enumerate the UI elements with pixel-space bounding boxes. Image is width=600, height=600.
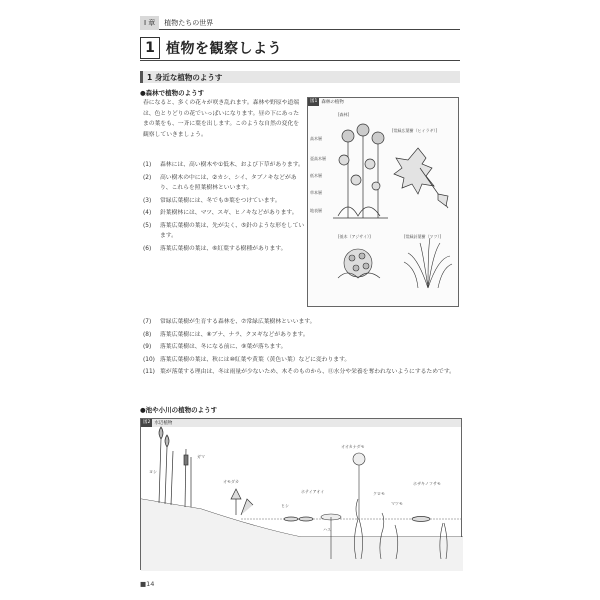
question-item — [143, 342, 463, 353]
question-item — [143, 221, 305, 242]
question-text: 落葉広葉樹の葉は、⑥紅葉する樹種があります。 — [160, 245, 287, 252]
plant-label-water-hyacinth: ホテイアオイ — [301, 489, 325, 494]
plant-label-lotus: ハス — [323, 527, 331, 532]
question-number: (8) — [143, 331, 152, 338]
label-herb: 草本層 — [310, 190, 322, 195]
question-item — [143, 173, 305, 194]
plant-label-cattail: ガマ — [197, 454, 205, 459]
subsection-pond-heading — [140, 405, 217, 414]
figure-tag: 図1 — [310, 99, 318, 104]
question-text: 落葉広葉樹は、冬になる前に、⑨葉が落ちます。 — [160, 344, 287, 350]
question-text: 針葉樹林には、マツ、スギ、ヒノキなどがあります。 — [160, 210, 298, 216]
question-number: (5) — [143, 222, 152, 229]
label-forest: [森林] — [338, 112, 350, 117]
question-list-a — [143, 160, 305, 256]
question-item — [143, 160, 305, 171]
question-text: 落葉広葉樹には、⑧ブナ、ナラ、クヌギなどがあります。 — [160, 331, 309, 338]
label-shrub: 低木層 — [310, 173, 322, 178]
question-text: 落葉広葉樹の葉は、秋には⑩紅葉や黄葉（黄色い葉）などに変わります。 — [160, 356, 351, 363]
running-header — [140, 16, 460, 30]
figure-water-plants — [140, 418, 462, 570]
question-text: 高い樹木の中には、②カシ、シイ、タブノキなどがあり、これらを照葉樹林といいます。 — [160, 174, 297, 191]
question-number: (1) — [143, 162, 152, 168]
reed-illustration — [159, 427, 191, 507]
figure2-tag: 図2 — [143, 420, 151, 425]
chapter-heading — [140, 35, 460, 61]
label-tall: 高木層 — [310, 136, 322, 141]
plant-label-hornwort: マツモ — [391, 501, 403, 506]
question-text: 森林には、高い樹木や①低木、および下草があります。 — [160, 162, 304, 168]
question-item — [143, 317, 463, 328]
grass-illustration — [404, 238, 452, 288]
subsection-forest-heading — [140, 88, 204, 97]
arrowhead-illustration — [231, 489, 253, 515]
question-number: (11) — [143, 369, 155, 375]
water-body — [141, 499, 463, 571]
intro-paragraph: 春になると、多くの花々が咲き乱れます。森林や野原や道端は、色とりどりの花でいっぱいになります。昼の下にあったまの葉をも、一斉に葉を出します。このような自然の変化を観察していきましょう。 — [143, 100, 300, 138]
chapter-title: 植物を観察しよう — [166, 40, 282, 57]
question-number: (4) — [143, 210, 152, 216]
question-text: 常緑広葉樹には、冬でも③葉をつけています。 — [160, 197, 281, 204]
hydrangea-illustration — [338, 249, 380, 278]
label-ground: 地表層 — [310, 208, 322, 213]
question-item — [143, 208, 305, 219]
page-number: ■14 — [140, 580, 155, 588]
forest-plants-drawing — [308, 98, 460, 308]
question-number: (2) — [143, 174, 152, 181]
question-item — [143, 330, 463, 341]
plant-label-reed: ヨシ — [149, 469, 157, 474]
chapter-number: 1 — [140, 37, 160, 59]
question-list-b — [143, 317, 463, 380]
plant-label-milfoil: ホザキノフサモ — [413, 481, 441, 486]
figure2-title: 水辺植物 — [154, 421, 173, 426]
plant-label-hydrilla: クロモ — [373, 491, 385, 496]
question-text: 落葉広葉樹の葉は、先が尖く、⑤針のような形をしています。 — [160, 222, 305, 239]
question-item — [143, 244, 305, 255]
question-number: (6) — [143, 245, 152, 252]
section-title: 1 身近な植物のようす — [140, 71, 460, 83]
subsection-forest-label: ●森林で植物のようす — [140, 89, 205, 97]
plant-label-arrowhead: オモダカ — [223, 479, 239, 484]
plant-label-elodea: オオカナダモ — [341, 444, 365, 449]
question-number: (10) — [143, 356, 155, 363]
label-evergreen: [常緑広葉樹（ヒイラギ）] — [392, 128, 438, 133]
question-item — [143, 196, 305, 207]
question-text: 常緑広葉樹が生育する森林を、⑦常緑広葉樹林といいます。 — [160, 319, 316, 325]
label-hydrangea: [低木（アジサイ）] — [338, 234, 371, 239]
water-plants-drawing — [141, 419, 463, 571]
running-header-rule — [218, 16, 460, 30]
question-number: (3) — [143, 197, 152, 204]
subsection-pond-label: ●池や小川の植物のようす — [140, 406, 218, 414]
figure-forest-plants — [307, 97, 459, 307]
label-subtall: 亜高木層 — [310, 156, 326, 161]
question-item — [143, 367, 463, 378]
holly-illustration — [394, 148, 448, 208]
running-header-title: 植物たちの世界 — [159, 16, 218, 30]
plant-label-water-chestnut: ヒシ — [281, 503, 289, 508]
label-fern: [常緑針葉樹（マツ）] — [404, 234, 442, 239]
figure-title: 森林の植物 — [321, 100, 344, 105]
question-item — [143, 355, 463, 366]
running-header-chapter: I 章 — [140, 16, 159, 30]
question-text: 葉が落葉する理由は、冬は雨量が少ないため、木そのものから、⑪水分や栄養を奪われないようにするためです。 — [160, 369, 455, 375]
question-number: (7) — [143, 319, 152, 325]
forest-trees-illustration — [333, 124, 388, 218]
question-number: (9) — [143, 344, 152, 350]
